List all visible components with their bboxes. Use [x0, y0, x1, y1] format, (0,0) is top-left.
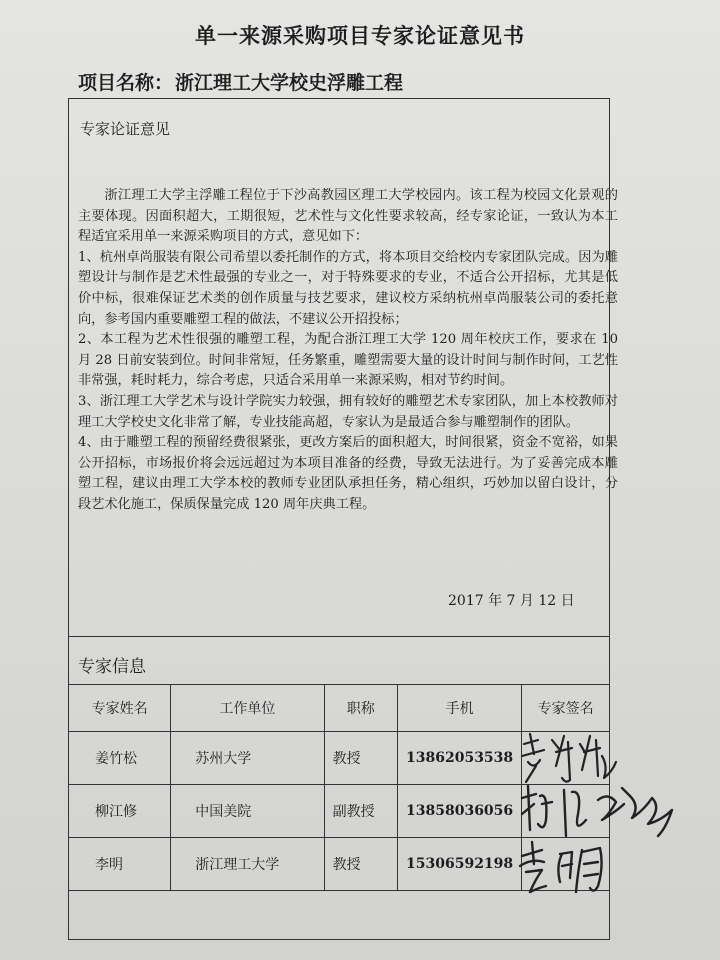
expert-unit: 苏州大学 — [171, 732, 324, 785]
expert-info-heading: 专家信息 — [78, 657, 146, 677]
expert-title: 教授 — [324, 732, 397, 785]
header-unit: 工作单位 — [171, 685, 324, 732]
header-name: 专家姓名 — [69, 685, 171, 732]
expert-table — [68, 684, 610, 891]
section-divider — [68, 636, 610, 637]
expert-unit: 浙江理工大学 — [171, 838, 324, 891]
opinion-paragraph: 3、浙江理工大学艺术与设计学院实力较强，拥有较好的雕塑艺术专家团队，加上本校教师对理工大学校史文化非常了解，专业技能高超，专家认为是最适合参与雕塑制作的团队。 — [78, 393, 618, 430]
expert-signature-cell — [522, 785, 610, 838]
expert-name: 姜竹松 — [69, 732, 171, 785]
expert-name: 李明 — [69, 838, 171, 891]
table-header-row — [69, 685, 610, 732]
expert-title: 副教授 — [324, 785, 397, 838]
expert-name: 柳江修 — [69, 785, 171, 838]
expert-title: 教授 — [324, 838, 397, 891]
opinion-heading: 专家论证意见 — [80, 120, 171, 138]
opinion-paragraph: 4、由于雕塑工程的预留经费很紧张，更改方案后的面积超大，时间很紧，资金不宽裕，如果公开招标，市场报价将会远远超过为本项目准备的经费，导致无法进行。为了妥善完成本雕塑工程，建议由理工大学本校的教师专业团队承担任务，精心组织，巧妙加以留白设计，分段艺术化施工，保质保量完成 120 周年庆典工程。 — [78, 435, 618, 512]
project-label: 项目名称： — [78, 72, 174, 94]
header-signature: 专家签名 — [522, 685, 610, 732]
table-row — [69, 785, 610, 838]
header-title: 职称 — [324, 685, 397, 732]
table-row — [69, 838, 610, 891]
expert-phone: 13858036056 — [398, 785, 522, 838]
expert-unit: 中国美院 — [171, 785, 324, 838]
project-name: 浙江理工大学校史浮雕工程 — [175, 72, 404, 94]
opinion-body — [78, 186, 618, 516]
opinion-paragraph: 2、本工程为艺术性很强的雕塑工程，为配合浙江理工大学 120 周年校庆工作，要求在 10 月 28 日前安装到位。时间非常短，任务繁重，雕塑需要大量的设计时间与制作时间，工艺性非常强，耗时耗力，综合考虑，只适合采用单一来源采购，相对节约时间。 — [78, 332, 618, 389]
opinion-date: 2017 年 7 月 12 日 — [448, 593, 575, 609]
project-line — [78, 68, 403, 95]
document-title: 单一来源采购项目专家论证意见书 — [195, 24, 525, 48]
expert-signature-cell — [522, 838, 610, 891]
expert-phone: 15306592198 — [398, 838, 522, 891]
opinion-paragraph: 1、杭州卓尚服装有限公司希望以委托制作的方式，将本项目交给校内专家团队完成。因为雕塑设计与制作是艺术性最强的专业之一，对于特殊要求的专业，不适合公开招标，尤其是低价中标，很难保证艺术类的创作质量与技艺要求，建议校方采纳杭州卓尚服装公司的委托意向，参考国内重要雕塑工程的做法，不建议公开招投标； — [78, 249, 618, 327]
expert-signature-cell — [522, 732, 610, 785]
opinion-paragraph: 浙江理工大学主浮雕工程位于下沙高教园区理工大学校园内。该工程为校园文化景观的主要体现。因面积超大，工期很短，艺术性与文化性要求较高，经专家论证，一致认为本工程适宜采用单一来源采购项目的方式，意见如下： — [78, 188, 618, 245]
expert-phone: 13862053538 — [398, 732, 522, 785]
header-phone: 手机 — [398, 685, 522, 732]
table-row — [69, 732, 610, 785]
